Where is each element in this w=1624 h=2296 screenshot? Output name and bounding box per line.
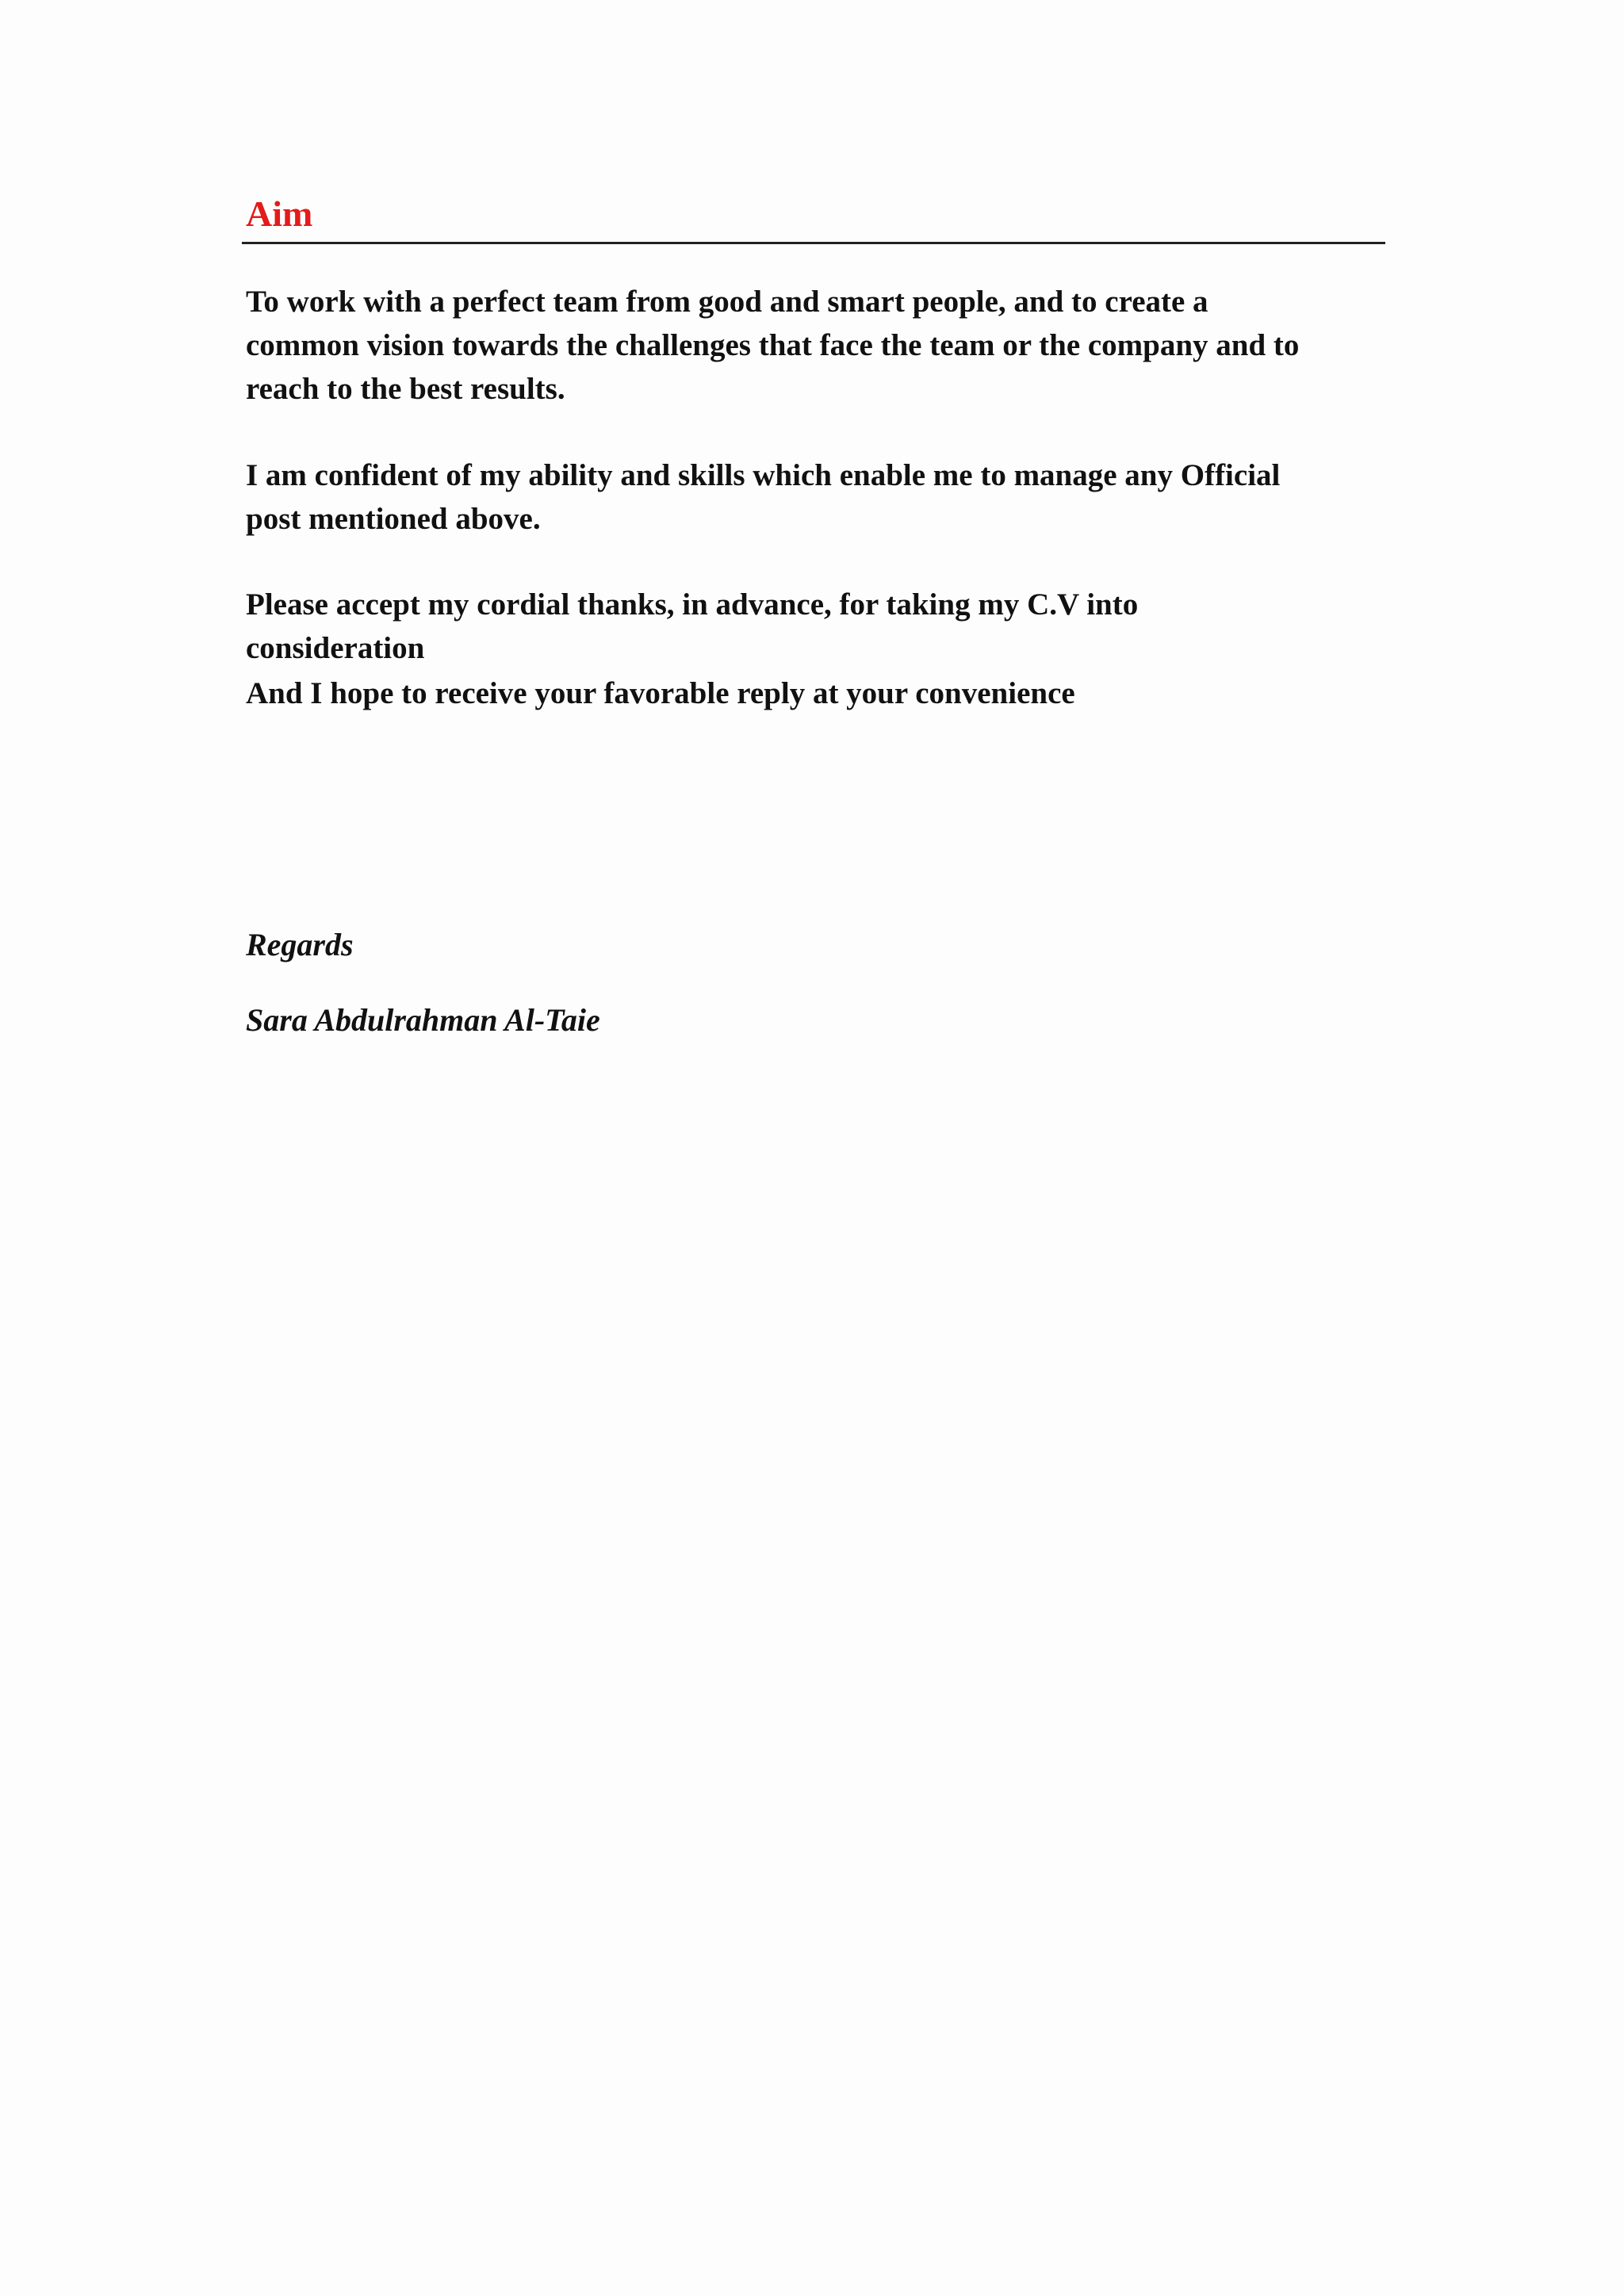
paragraph-line: To work with a perfect team from good and smart people, and to create a [246,285,1208,319]
paragraph-line: reach to the best results. [246,372,565,406]
closing-regards: Regards [246,927,354,962]
paragraph-thanks [246,583,1372,670]
signature-name: Sara Abdulrahman Al-Taie [246,1002,600,1038]
heading-divider [242,242,1385,244]
paragraph-line: consideration [246,631,425,665]
paragraph-hope [246,672,1372,715]
paragraph-line: And I hope to receive your favorable reply at your convenience [246,676,1075,710]
paragraph-line: post mentioned above. [246,502,541,536]
section-heading-aim: Aim [246,193,313,234]
paragraph-confidence [246,453,1372,541]
paragraph-line: Please accept my cordial thanks, in advance, for taking my C.V into [246,587,1139,622]
paragraph-line: I am confident of my ability and skills which enable me to manage any Official [246,458,1281,492]
paragraph-line: common vision towards the challenges that face the team or the company and to [246,328,1300,362]
paragraph-aim-statement [246,280,1372,411]
